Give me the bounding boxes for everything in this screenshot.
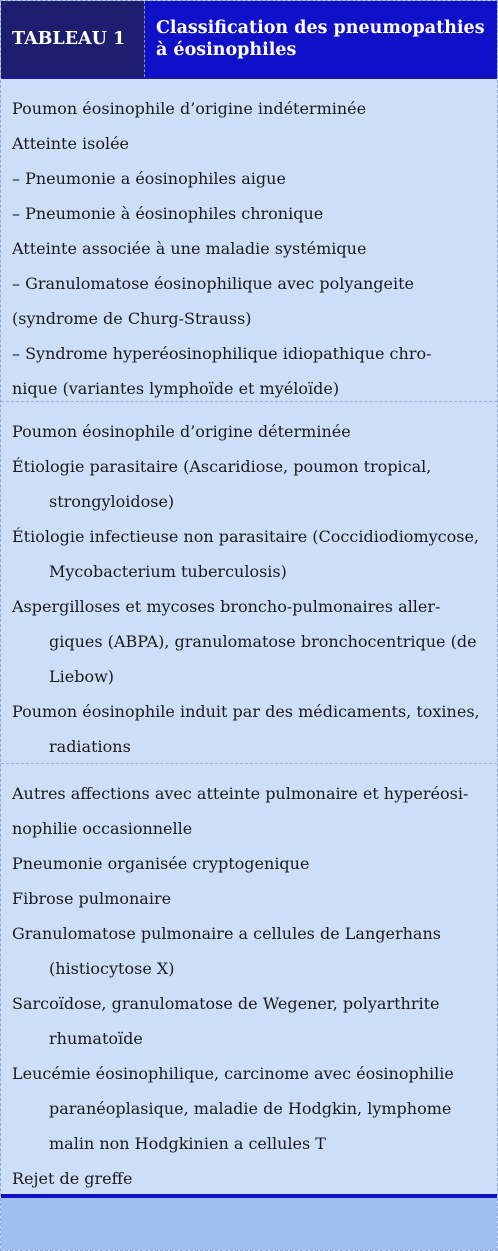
list-item: nique (variantes lymphoïde et myéloïde) (12, 379, 340, 398)
list-item: Étiologie infectieuse non parasitaire (Coccidiodiomycose, Mycobacterium tuberculosis) (12, 527, 480, 581)
list-item: – Pneumonie à éosinophiles chronique (12, 204, 324, 223)
section-other-conditions (1, 764, 497, 1198)
list-item: Atteinte isolée (12, 134, 130, 153)
table-title-line-1: Classification des pneumopathies (156, 18, 485, 38)
list-item: Fibrose pulmonaire (12, 889, 172, 908)
list-item: Leucémie éosinophilique, carcinome avec éosinophilie paranéoplasique, maladie de Hodgkin, lymphome malin non Hodgkinien a cellules T (12, 1064, 454, 1153)
section-undetermined (1, 79, 497, 402)
section-heading: Autres affections avec atteinte pulmonaire et hyperéosi-nophilie occasionnelle (12, 784, 469, 838)
list-item: Granulomatose pulmonaire a cellules de Langerhans (histiocytose X) (12, 924, 441, 978)
list-item: Poumon éosinophile induit par des médicaments, toxines, radiations (12, 702, 480, 756)
list-item: Étiologie parasitaire (Ascaridiose, poumon tropical, strongyloidose) (12, 457, 432, 511)
table-title (145, 1, 497, 77)
list-item: Rejet de greffe (12, 1169, 133, 1188)
section-determined (1, 402, 497, 764)
list-item: – Pneumonie a éosinophiles aigue (12, 169, 286, 188)
table-footer (1, 1198, 497, 1250)
section-heading: Poumon éosinophile d’origine déterminée (12, 422, 351, 441)
list-item: Aspergilloses et mycoses broncho-pulmonaires aller-giques (ABPA), granulomatose bronchocentrique (de Liebow) (12, 597, 477, 686)
list-item: Atteinte associée à une maladie systémique (12, 239, 367, 258)
list-item: – Syndrome hyperéosinophilique idiopathique chro- (12, 344, 432, 363)
table-title-line-2: à éosinophiles (156, 40, 297, 60)
section-heading: Poumon éosinophile d’origine indéterminée (12, 99, 367, 118)
list-item: Sarcoïdose, granulomatose de Wegener, polyarthrite rhumatoïde (12, 994, 440, 1048)
list-item: Pneumonie organisée cryptogenique (12, 854, 310, 873)
list-item: (syndrome de Churg-Strauss) (12, 309, 252, 328)
table-header (1, 1, 497, 79)
table-number-label: TABLEAU 1 (1, 1, 145, 77)
list-item: – Granulomatose éosinophilique avec polyangeite (12, 274, 415, 293)
